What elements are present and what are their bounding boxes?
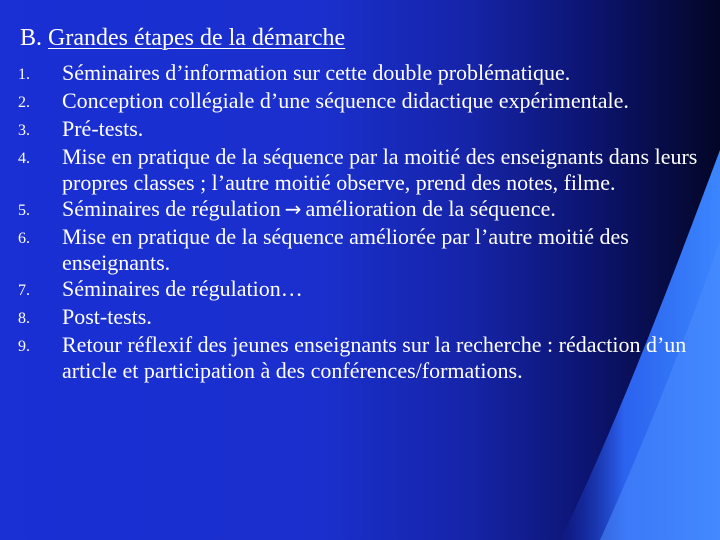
item-text: Séminaires d’information sur cette double problématique. [62,60,571,85]
item-number: 6. [18,230,30,247]
title-text: Grandes étapes de la démarche [48,25,346,51]
item-text: Post-tests. [62,304,152,329]
right-arrow-icon: → [284,197,302,221]
item-text-before: Séminaires de régulation [62,196,281,221]
item-number: 3. [18,122,30,139]
item-text [62,196,718,222]
item-number: 9. [18,338,30,355]
list-item [18,276,718,304]
item-text: Séminaires de régulation… [62,276,303,301]
item-number: 8. [18,310,30,327]
item-text: Retour réflexif des jeunes enseignants sur la recherche : rédaction d’un article et participation à des conférences/formations. [62,332,687,383]
item-number: 1. [18,66,30,83]
item-number: 2. [18,94,30,111]
steps-list [18,60,718,384]
slide-title [20,24,345,52]
item-text-after: amélioration de la séquence. [305,196,556,221]
list-item [18,332,718,384]
list-item [18,304,718,332]
item-number: 4. [18,150,30,167]
list-item [18,224,718,276]
list-item [18,144,718,196]
item-number: 5. [18,202,30,219]
item-text: Conception collégiale d’une séquence didactique expérimentale. [62,88,629,113]
item-text: Mise en pratique de la séquence par la moitié des enseignants dans leurs propres classes ; l’autre moitié observe, prend des notes, filme. [62,144,698,195]
item-text: Pré-tests. [62,116,144,141]
list-item [18,88,718,116]
list-item [18,116,718,144]
item-text: Mise en pratique de la séquence améliorée par l’autre moitié des enseignants. [62,224,629,275]
list-item [18,196,718,224]
item-number: 7. [18,282,30,299]
title-prefix: B. [20,25,43,51]
list-item [18,60,718,88]
